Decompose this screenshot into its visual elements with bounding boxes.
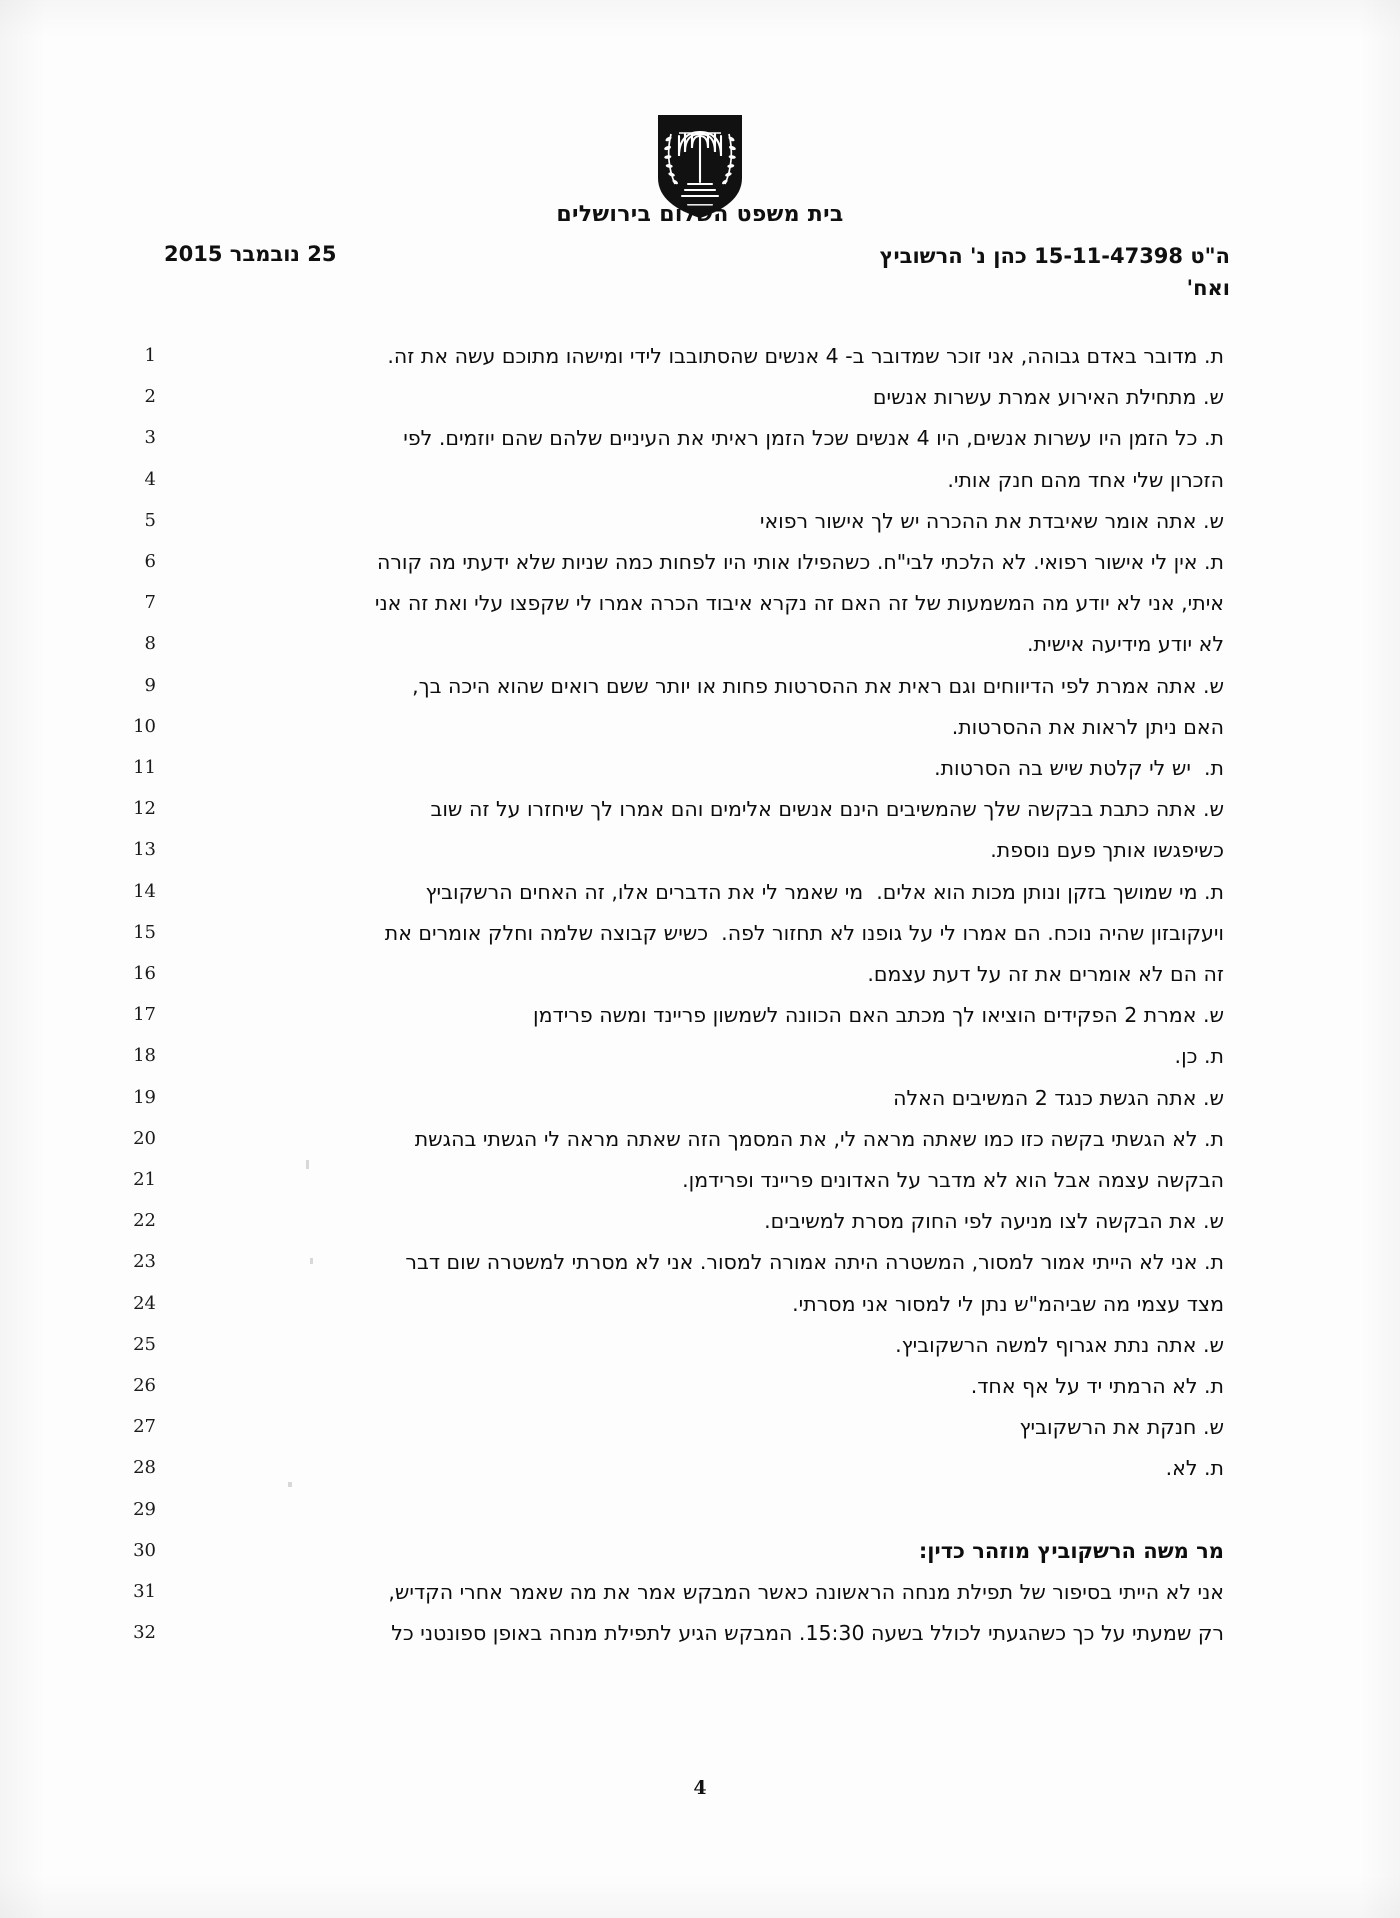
line-number: 29: [133, 1498, 156, 1520]
line-number: 16: [133, 963, 156, 985]
transcript-line-text: ת. לא הרמתי יד על אף אחד.: [970, 1374, 1224, 1399]
hearing-date: 25 נובמבר 2015: [164, 242, 337, 266]
line-number: 10: [133, 715, 156, 737]
line-number: 26: [133, 1375, 156, 1397]
case-number: [730, 240, 1230, 304]
transcript-line-text: זה הם לא אומרים את זה על דעת עצמם.: [867, 962, 1224, 987]
transcript-line: [108, 501, 1292, 542]
transcript-line-text: ש. חנקת את הרשקוביץ: [1019, 1415, 1224, 1440]
line-number: 23: [133, 1251, 156, 1273]
transcript-line: [108, 336, 1292, 377]
transcript-line-text: ש. אתה הגשת כנגד 2 המשיבים האלה: [893, 1085, 1224, 1110]
transcript-line-text: ש. אתה כתבת בבקשה שלך שהמשיבים הינם אנשים אלימים והם אמרו לך שיחזרו על זה שוב: [430, 797, 1224, 822]
transcript-line: [108, 1078, 1292, 1119]
transcript-line-text: ש. אמרת 2 הפקידים הוציאו לך מכתב האם הכוונה לשמשון פריינד ומשה פרידמן: [533, 1003, 1224, 1028]
line-number: 9: [144, 674, 156, 696]
line-number: 15: [133, 921, 156, 943]
line-number: 30: [133, 1539, 156, 1561]
transcript-line-text: ש. אתה אומר שאיבדת את ההכרה יש לך אישור רפואי: [759, 508, 1224, 533]
line-number: 5: [144, 509, 156, 531]
line-number: 25: [133, 1333, 156, 1355]
transcript-line-text: ת. אין לי אישור רפואי. לא הלכתי לבי"ח. כשהפילו אותי היו לפחות כמה שניות שלא ידעתי מה קורה: [376, 550, 1224, 575]
line-number: 27: [133, 1416, 156, 1438]
court-name-heading: בית משפט השלום בירושלים: [556, 202, 844, 227]
transcript-line-text: [114, 1490, 1224, 1531]
transcript-line: [108, 1119, 1292, 1160]
transcript-line: [108, 954, 1292, 995]
transcript-line-text: ת. לא הגשתי בקשה כזו כמו שאתה מראה לי, את המסמך הזה שאתה מראה לי הגשתי בהגשת: [414, 1126, 1224, 1151]
line-number: 32: [133, 1622, 156, 1644]
transcript-line-text: כשיפגשו אותך פעם נוספת.: [990, 838, 1224, 863]
line-number: 31: [133, 1581, 156, 1603]
transcript-line: [108, 1613, 1292, 1654]
line-number: 14: [133, 880, 156, 902]
transcript-line: [108, 830, 1292, 871]
transcript-line: [108, 1366, 1292, 1407]
transcript-line: [108, 913, 1292, 954]
transcript-line-text: ש. אתה נתת אגרוף למשה הרשקוביץ.: [895, 1332, 1224, 1357]
line-number: 8: [144, 633, 156, 655]
transcript-line: [108, 995, 1292, 1036]
transcript-line: [108, 1572, 1292, 1613]
transcript-line: [108, 1325, 1292, 1366]
line-number: 19: [133, 1086, 156, 1108]
transcript-line-text: ת. כל הזמן היו עשרות אנשים, היו 4 אנשים שכל הזמן ראיתי את העיניים שלהם שהם יוזמים. לפי: [403, 426, 1224, 451]
transcript-line: [108, 460, 1292, 501]
transcript-line: [108, 1036, 1292, 1077]
transcript-line-text: הבקשה עצמה אבל הוא לא מדבר על האדונים פריינד ופרידמן.: [682, 1168, 1224, 1193]
line-number: 4: [144, 468, 156, 490]
line-number: 1: [144, 345, 156, 366]
transcript-line: [108, 1531, 1292, 1572]
transcript-line: [108, 1490, 1292, 1531]
transcript-line-text: ת. יש לי קלטת שיש בה הסרטות.: [934, 756, 1224, 781]
line-number: 20: [133, 1127, 156, 1149]
transcript-line-text: ש. את הבקשה לצו מניעה לפי החוק מסרת למשיבים.: [764, 1209, 1224, 1234]
line-number: 7: [144, 592, 156, 614]
transcript-line: [108, 1201, 1292, 1242]
transcript-line-text: ת. אני לא הייתי אמור למסור, המשטרה היתה אמורה למסור. אני לא מסרתי למשטרה שום דבר: [405, 1250, 1224, 1275]
transcript-line: [108, 1407, 1292, 1448]
transcript-line: [108, 624, 1292, 665]
transcript-line: [108, 542, 1292, 583]
line-number: 3: [144, 427, 156, 449]
case-number-line-1: ה"ט 15-11-47398 כהן נ' הרשוביץ: [879, 244, 1230, 268]
case-header-row: [150, 240, 1250, 310]
witness-warning-heading: מר משה הרשקוביץ מוזהר כדין:: [918, 1538, 1224, 1563]
transcript-line-text: ת. מי שמושך בזקן ונותן מכות הוא אלים. מי שאמר לי את הדברים אלו, זה האחים הרשקוביץ: [425, 879, 1224, 904]
transcript-line: [108, 707, 1292, 748]
transcript-line-text: מצד עצמי מה שביהמ"ש נתן לי למסור אני מסרתי.: [792, 1291, 1224, 1316]
line-number: 11: [133, 757, 156, 779]
transcript-line: [108, 872, 1292, 913]
transcript-line-text: ת. לא.: [1165, 1456, 1224, 1481]
line-number: 13: [133, 839, 156, 861]
line-number: 6: [144, 551, 156, 573]
line-number: 17: [133, 1004, 156, 1026]
line-number: 24: [133, 1292, 156, 1314]
transcript-line-text: ת. מדובר באדם גבוהה, אני זוכר שמדובר ב- 4 אנשים שהסתובבו לידי ומישהו מתוכם עשה את זה.: [387, 344, 1224, 368]
transcript-line: [108, 418, 1292, 459]
line-number: 2: [144, 386, 156, 408]
line-number: 21: [133, 1169, 156, 1191]
transcript-line-text: אני לא הייתי בסיפור של תפילת מנחה הראשונה כאשר המבקש אמר את מה שאמר אחרי הקדיש,: [388, 1580, 1224, 1605]
transcript-line-text: ויעקובזון שהיה נוכח. הם אמרו לי על גופנו לא תחזור לפה. כשיש קבוצה שלמה וחלק אומרים את: [384, 920, 1224, 945]
line-number: 22: [133, 1210, 156, 1232]
scan-speck: [288, 1482, 292, 1487]
line-number: 18: [133, 1045, 156, 1067]
transcript-line-text: האם ניתן לראות את ההסרטות.: [951, 714, 1224, 739]
line-number: 12: [133, 798, 156, 820]
transcript-line-text: הזכרון שלי אחד מהם חנק אותי.: [947, 467, 1224, 492]
case-number-line-2: ואח': [1186, 276, 1230, 300]
transcript-line: [108, 1284, 1292, 1325]
line-number: 28: [133, 1457, 156, 1479]
transcript-line: [108, 1242, 1292, 1283]
transcript-line: [108, 789, 1292, 830]
transcript-line: [108, 1448, 1292, 1489]
transcript-line-text: ת. כן.: [1174, 1044, 1224, 1069]
transcript-line: [108, 583, 1292, 624]
transcript-line-text: ש. אתה אמרת לפי הדיווחים וגם ראית את ההסרטות פחות או יותר ששם רואים שהוא היכה בך,: [412, 673, 1224, 698]
scan-speck: [310, 1258, 313, 1264]
transcript-line-text: איתי, אני לא יודע מה המשמעות של זה האם זה נקרא איבוד הכרה אמרו לי שקפצו עלי ואת זה אני: [374, 591, 1224, 616]
transcript-line: [108, 377, 1292, 418]
page-number: 4: [693, 1777, 707, 1799]
scan-speck: [306, 1160, 309, 1169]
transcript-body: [108, 336, 1292, 1654]
transcript-line-text: רק שמעתי על כך כשהגעתי לכולל בשעה 15:30. המבקש הגיע לתפילת מנחה באופן ספונטני כל: [391, 1621, 1224, 1646]
transcript-line-text: לא יודע מידיעה אישית.: [1027, 632, 1224, 657]
transcript-line: [108, 666, 1292, 707]
transcript-line: [108, 748, 1292, 789]
transcript-line: [108, 1160, 1292, 1201]
transcript-line-text: ש. מתחילת האירוע אמרת עשרות אנשים: [872, 385, 1224, 410]
